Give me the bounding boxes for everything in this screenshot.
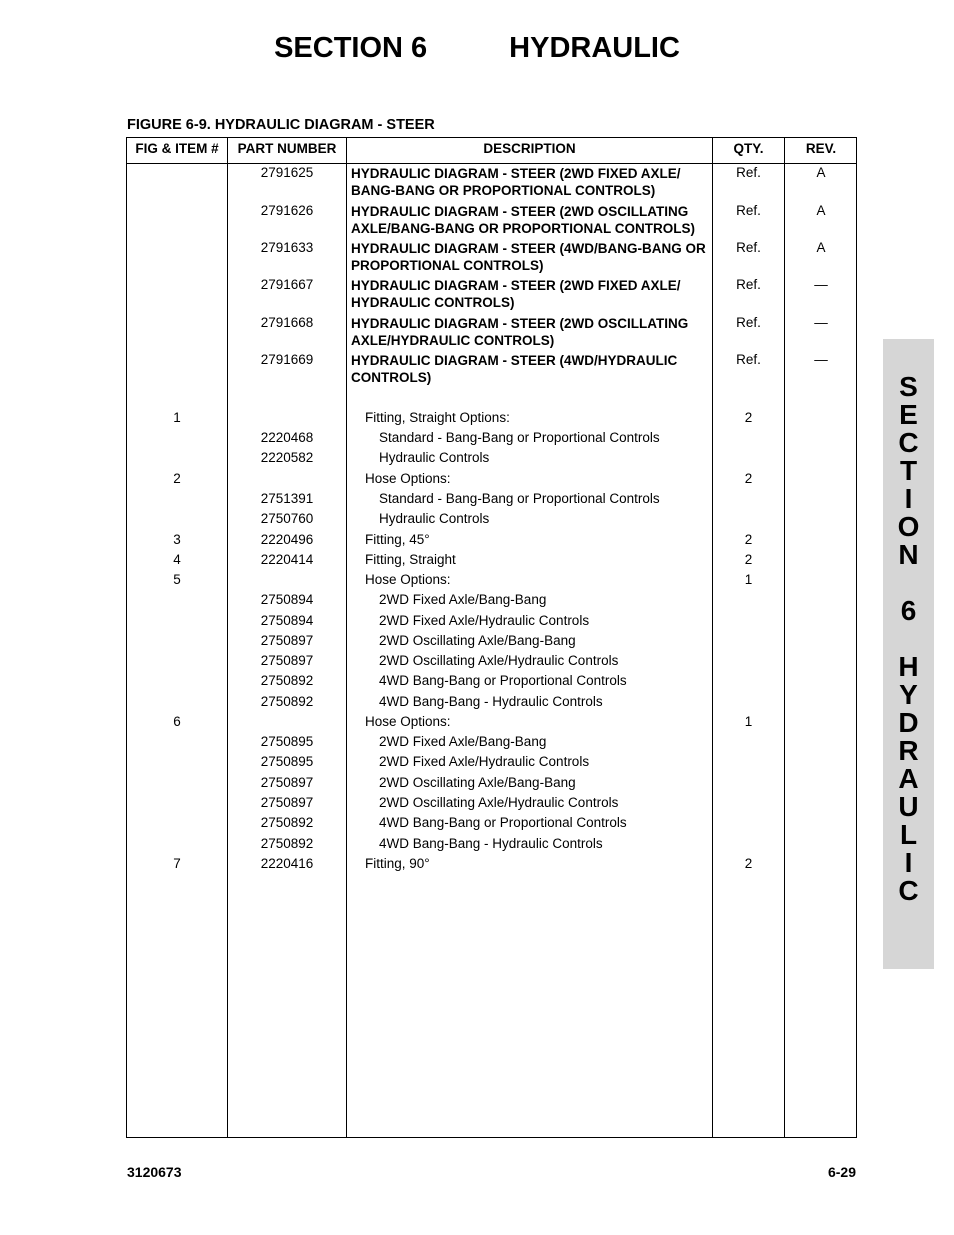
part-number-cell: 2220416	[260, 856, 314, 871]
rev-cell: A	[816, 203, 826, 218]
part-number-cell: 2791667	[260, 277, 314, 292]
side-tab-letter: C	[898, 875, 919, 906]
description-cell: Standard - Bang-Bang or Proportional Controls	[379, 491, 660, 506]
side-tab-letter: I	[904, 483, 913, 514]
fig-item-cell: 2	[173, 471, 181, 486]
side-tab-letter: I	[904, 847, 913, 878]
column-header-fig: FIG & ITEM #	[135, 141, 219, 156]
part-number-cell: 2791669	[260, 352, 314, 367]
qty-cell: Ref.	[736, 352, 761, 367]
side-tab-letter: 6	[900, 595, 917, 626]
part-number-cell: 2750894	[260, 613, 314, 628]
side-tab-letter: O	[897, 511, 920, 542]
description-cell: 2WD Oscillating Axle/Bang-Bang	[379, 633, 576, 648]
section-side-tab	[883, 339, 934, 969]
footer-doc-number: 3120673	[127, 1164, 182, 1180]
side-tab-letter: L	[899, 819, 918, 850]
side-tab-letter: Y	[899, 679, 918, 710]
column-header-qty: QTY.	[733, 141, 764, 156]
section-label: SECTION 6	[274, 32, 428, 64]
qty-cell: Ref.	[736, 165, 761, 180]
side-tab-letter: R	[898, 735, 919, 766]
column-header-description: DESCRIPTION	[483, 141, 576, 156]
description-cell: 2WD Fixed Axle/Bang-Bang	[379, 592, 547, 607]
figure-caption: FIGURE 6-9. HYDRAULIC DIAGRAM - STEER	[127, 117, 435, 133]
qty-cell: 2	[744, 856, 753, 871]
side-tab-letter: A	[898, 763, 919, 794]
part-number-cell: 2750892	[260, 694, 314, 709]
description-cell: 2WD Oscillating Axle/Hydraulic Controls	[379, 653, 619, 668]
description-cell: Hose Options:	[365, 714, 451, 729]
side-tab-letter: D	[898, 707, 919, 738]
part-number-cell: 2750895	[260, 754, 314, 769]
qty-cell: 2	[744, 552, 753, 567]
side-tab-letter: H	[898, 651, 919, 682]
part-number-cell: 2791626	[260, 203, 314, 218]
qty-cell: Ref.	[736, 240, 761, 255]
column-header-rev: REV.	[805, 141, 837, 156]
rev-cell: —	[814, 352, 828, 367]
part-number-cell: 2750894	[260, 592, 314, 607]
description-cell: Fitting, Straight Options:	[365, 410, 510, 425]
part-number-cell: 2750897	[260, 795, 314, 810]
description-cell: 4WD Bang-Bang - Hydraulic Controls	[379, 694, 603, 709]
rev-cell: —	[814, 277, 828, 292]
part-number-cell: 2750760	[260, 511, 314, 526]
qty-cell: 2	[744, 471, 753, 486]
side-tab-letter: N	[898, 539, 919, 570]
description-cell: HYDRAULIC DIAGRAM - STEER (4WD/BANG-BANG OR PROPORTIONAL CONTROLS)	[351, 241, 706, 273]
description-cell: HYDRAULIC DIAGRAM - STEER (2WD FIXED AXLE/ BANG-BANG OR PROPORTIONAL CONTROLS)	[351, 166, 681, 198]
description-cell: Standard - Bang-Bang or Proportional Controls	[379, 430, 660, 445]
side-tab-letter: U	[898, 791, 919, 822]
side-tab-spacer	[883, 625, 934, 653]
description-cell: Fitting, Straight	[365, 552, 456, 567]
description-cell: Hydraulic Controls	[379, 511, 490, 526]
part-number-cell: 2220468	[260, 430, 314, 445]
part-number-cell: 2750892	[260, 815, 314, 830]
fig-item-cell: 4	[173, 552, 181, 567]
description-cell: HYDRAULIC DIAGRAM - STEER (4WD/HYDRAULIC CONTROLS)	[351, 353, 678, 385]
column-divider	[346, 137, 347, 1138]
fig-item-cell: 6	[173, 714, 181, 729]
header-divider	[126, 163, 857, 164]
side-tab-letter: T	[899, 455, 918, 486]
part-number-cell: 2750897	[260, 775, 314, 790]
side-tab-letter: E	[899, 399, 918, 430]
qty-cell: Ref.	[736, 315, 761, 330]
side-tab-spacer	[883, 569, 934, 597]
rev-cell: A	[816, 240, 826, 255]
description-cell: 2WD Fixed Axle/Hydraulic Controls	[379, 754, 590, 769]
rev-cell: A	[816, 165, 826, 180]
qty-cell: Ref.	[736, 203, 761, 218]
side-tab-letter: S	[899, 371, 918, 402]
description-cell: 4WD Bang-Bang or Proportional Controls	[379, 673, 627, 688]
side-tab-letters	[883, 373, 934, 905]
description-cell: HYDRAULIC DIAGRAM - STEER (2WD FIXED AXLE/ HYDRAULIC CONTROLS)	[351, 278, 681, 310]
description-cell: HYDRAULIC DIAGRAM - STEER (2WD OSCILLATING AXLE/HYDRAULIC CONTROLS)	[351, 316, 689, 348]
page-title	[0, 32, 954, 65]
description-cell: 2WD Oscillating Axle/Bang-Bang	[379, 775, 576, 790]
footer-page-number: 6-29	[827, 1164, 856, 1180]
part-number-cell: 2751391	[260, 491, 314, 506]
qty-cell: 2	[744, 410, 753, 425]
part-number-cell: 2220496	[260, 532, 314, 547]
side-tab-letter: C	[898, 427, 919, 458]
qty-cell: Ref.	[736, 277, 761, 292]
part-number-cell: 2791625	[260, 165, 314, 180]
description-cell: HYDRAULIC DIAGRAM - STEER (2WD OSCILLATING AXLE/BANG-BANG OR PROPORTIONAL CONTROLS)	[351, 204, 695, 236]
description-cell: 2WD Fixed Axle/Bang-Bang	[379, 734, 547, 749]
description-cell: 2WD Oscillating Axle/Hydraulic Controls	[379, 795, 619, 810]
description-cell: 2WD Fixed Axle/Hydraulic Controls	[379, 613, 590, 628]
part-number-cell: 2220414	[260, 552, 314, 567]
description-cell: 4WD Bang-Bang or Proportional Controls	[379, 815, 627, 830]
qty-cell: 1	[744, 714, 753, 729]
description-cell: Hose Options:	[365, 572, 451, 587]
part-number-cell: 2750892	[260, 673, 314, 688]
description-cell: Fitting, 45°	[365, 532, 430, 547]
section-title: HYDRAULIC	[509, 32, 680, 64]
fig-item-cell: 1	[173, 410, 181, 425]
rev-cell: —	[814, 315, 828, 330]
description-cell: Hydraulic Controls	[379, 450, 490, 465]
fig-item-cell: 5	[173, 572, 181, 587]
part-number-cell: 2750892	[260, 836, 314, 851]
column-header-part: PART NUMBER	[237, 141, 337, 156]
part-number-cell: 2750897	[260, 633, 314, 648]
part-number-cell: 2750895	[260, 734, 314, 749]
part-number-cell: 2750897	[260, 653, 314, 668]
description-cell: 4WD Bang-Bang - Hydraulic Controls	[379, 836, 603, 851]
fig-item-cell: 3	[173, 532, 181, 547]
qty-cell: 1	[744, 572, 753, 587]
description-cell: Fitting, 90°	[365, 856, 430, 871]
part-number-cell: 2791633	[260, 240, 314, 255]
description-cell: Hose Options:	[365, 471, 451, 486]
fig-item-cell: 7	[173, 856, 181, 871]
part-number-cell: 2791668	[260, 315, 314, 330]
part-number-cell: 2220582	[260, 450, 314, 465]
qty-cell: 2	[744, 532, 753, 547]
